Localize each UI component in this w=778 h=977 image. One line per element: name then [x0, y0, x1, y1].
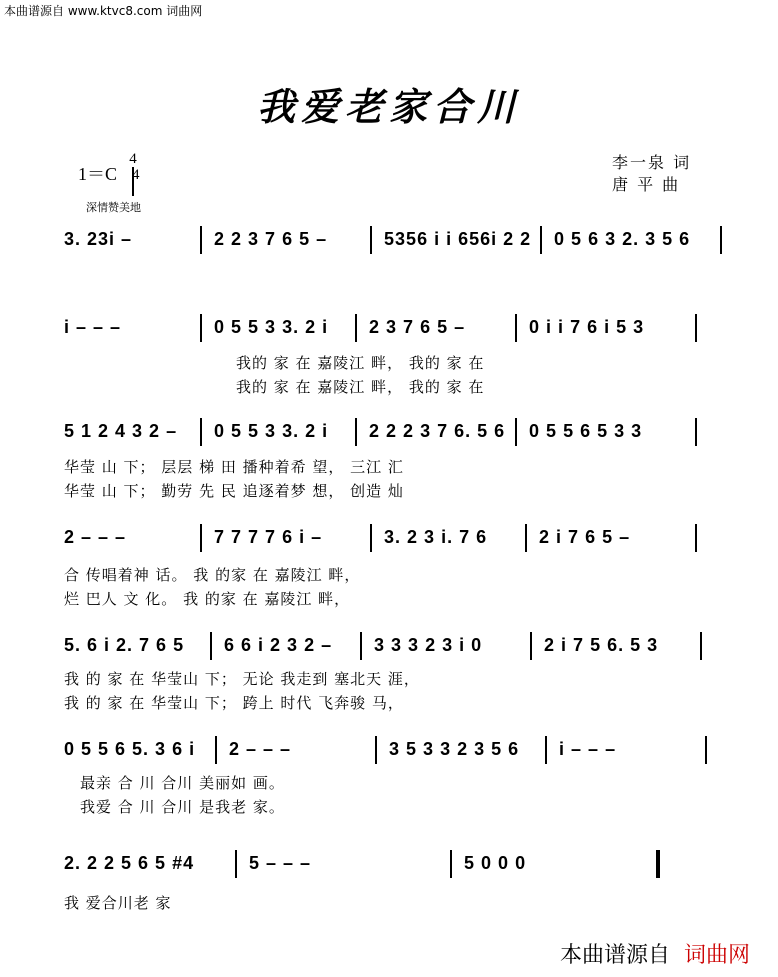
time-denominator: 4: [132, 167, 134, 196]
measure: 5356 i i 656i 2 2: [384, 228, 532, 249]
lyric-line-6b: 我爱 合 川 合川 是我老 家。: [80, 798, 285, 816]
measure: 2 i 7 5 6. 5 3: [544, 634, 659, 655]
measure: 2 2 3 7 6 5 –: [214, 228, 328, 249]
measure: i – – –: [559, 738, 617, 759]
lyric-line-2a: 我的 家 在 嘉陵江 畔， 我的 家 在: [236, 354, 485, 372]
staff-line-4: [64, 524, 703, 552]
lyric-line-2b: 我的 家 在 嘉陵江 畔， 我的 家 在: [236, 378, 485, 396]
lyric-line-7: 我 爱合川老 家: [64, 894, 172, 912]
lyric-line-3b: 华莹 山 下； 勤劳 先 民 追逐着梦 想， 创造 灿: [64, 482, 404, 500]
measure: i – – –: [64, 316, 122, 337]
measure: 3. 2 3 i. 7 6: [384, 526, 488, 547]
staff-line-2: [64, 314, 703, 342]
measure: 2 3 7 6 5 –: [369, 316, 466, 337]
time-numerator: 4: [129, 151, 137, 167]
lyric-line-6a: 最亲 合 川 合川 美丽如 画。: [80, 774, 285, 792]
measure: 3 5 3 3 2 3 5 6: [389, 738, 520, 759]
tempo-marking: 深情赞美地: [86, 201, 141, 214]
staff-line-6: [64, 736, 713, 764]
measure: 0 5 5 6 5. 3 6 i: [64, 738, 196, 759]
watermark-right: 词曲网: [683, 943, 750, 968]
measure: 2 – – –: [229, 738, 292, 759]
measure: 0 5 5 3 3. 2 i: [214, 316, 329, 337]
measure: 3. 23i –: [64, 228, 133, 249]
measure: 6 6 i 2 3 2 –: [224, 634, 333, 655]
measure: 5 1 2 4 3 2 –: [64, 420, 178, 441]
song-title: 我爱老家合川: [256, 84, 521, 129]
staff-line-5: [64, 632, 708, 660]
measure: 2. 2 2 5 6 5 #4: [64, 852, 195, 873]
staff-line-1: [64, 226, 728, 254]
measure: 7 7 7 7 6 i –: [214, 526, 323, 547]
lyric-line-5a: 我 的 家 在 华莹山 下； 无论 我走到 塞北天 涯，: [64, 670, 420, 688]
measure: 0 i i 7 6 i 5 3: [529, 316, 645, 337]
key-signature: 1＝C: [78, 164, 118, 184]
measure: 2 – – –: [64, 526, 127, 547]
lyric-line-4b: 烂 巴人 文 化。 我 的家 在 嘉陵江 畔，: [64, 590, 351, 608]
measure: 5 – – –: [249, 852, 312, 873]
composer-credit: 唐 平 曲: [612, 175, 681, 194]
measure: 2 2 2 3 7 6. 5 6: [369, 420, 506, 441]
lyric-line-5b: 我 的 家 在 华莹山 下； 跨上 时代 飞奔骏 马，: [64, 694, 404, 712]
measure: 3 3 3 2 3 i 0: [374, 634, 483, 655]
measure: 5 0 0 0: [464, 852, 527, 873]
lyric-line-3a: 华莹 山 下； 层层 梯 田 播种着希 望， 三江 汇: [64, 458, 404, 476]
measure: 0 5 5 6 5 3 3: [529, 420, 643, 441]
lyricist-credit: 李一泉 词: [612, 153, 692, 172]
measure: 0 5 5 3 3. 2 i: [214, 420, 329, 441]
measure: 5. 6 i 2. 7 6 5: [64, 634, 185, 655]
top-watermark: 本曲谱源自 www.ktvc8.com 词曲网: [4, 4, 203, 18]
watermark-left: 本曲谱源自: [559, 943, 670, 968]
staff-line-7: [64, 850, 666, 878]
bottom-watermark: [560, 938, 750, 969]
lyric-line-4a: 合 传唱着神 话。 我 的家 在 嘉陵江 畔，: [64, 566, 361, 584]
staff-line-3: [64, 418, 703, 446]
measure: 0 5 6 3 2. 3 5 6: [554, 228, 691, 249]
measure: 2 i 7 6 5 –: [539, 526, 631, 547]
time-signature: [126, 152, 140, 196]
